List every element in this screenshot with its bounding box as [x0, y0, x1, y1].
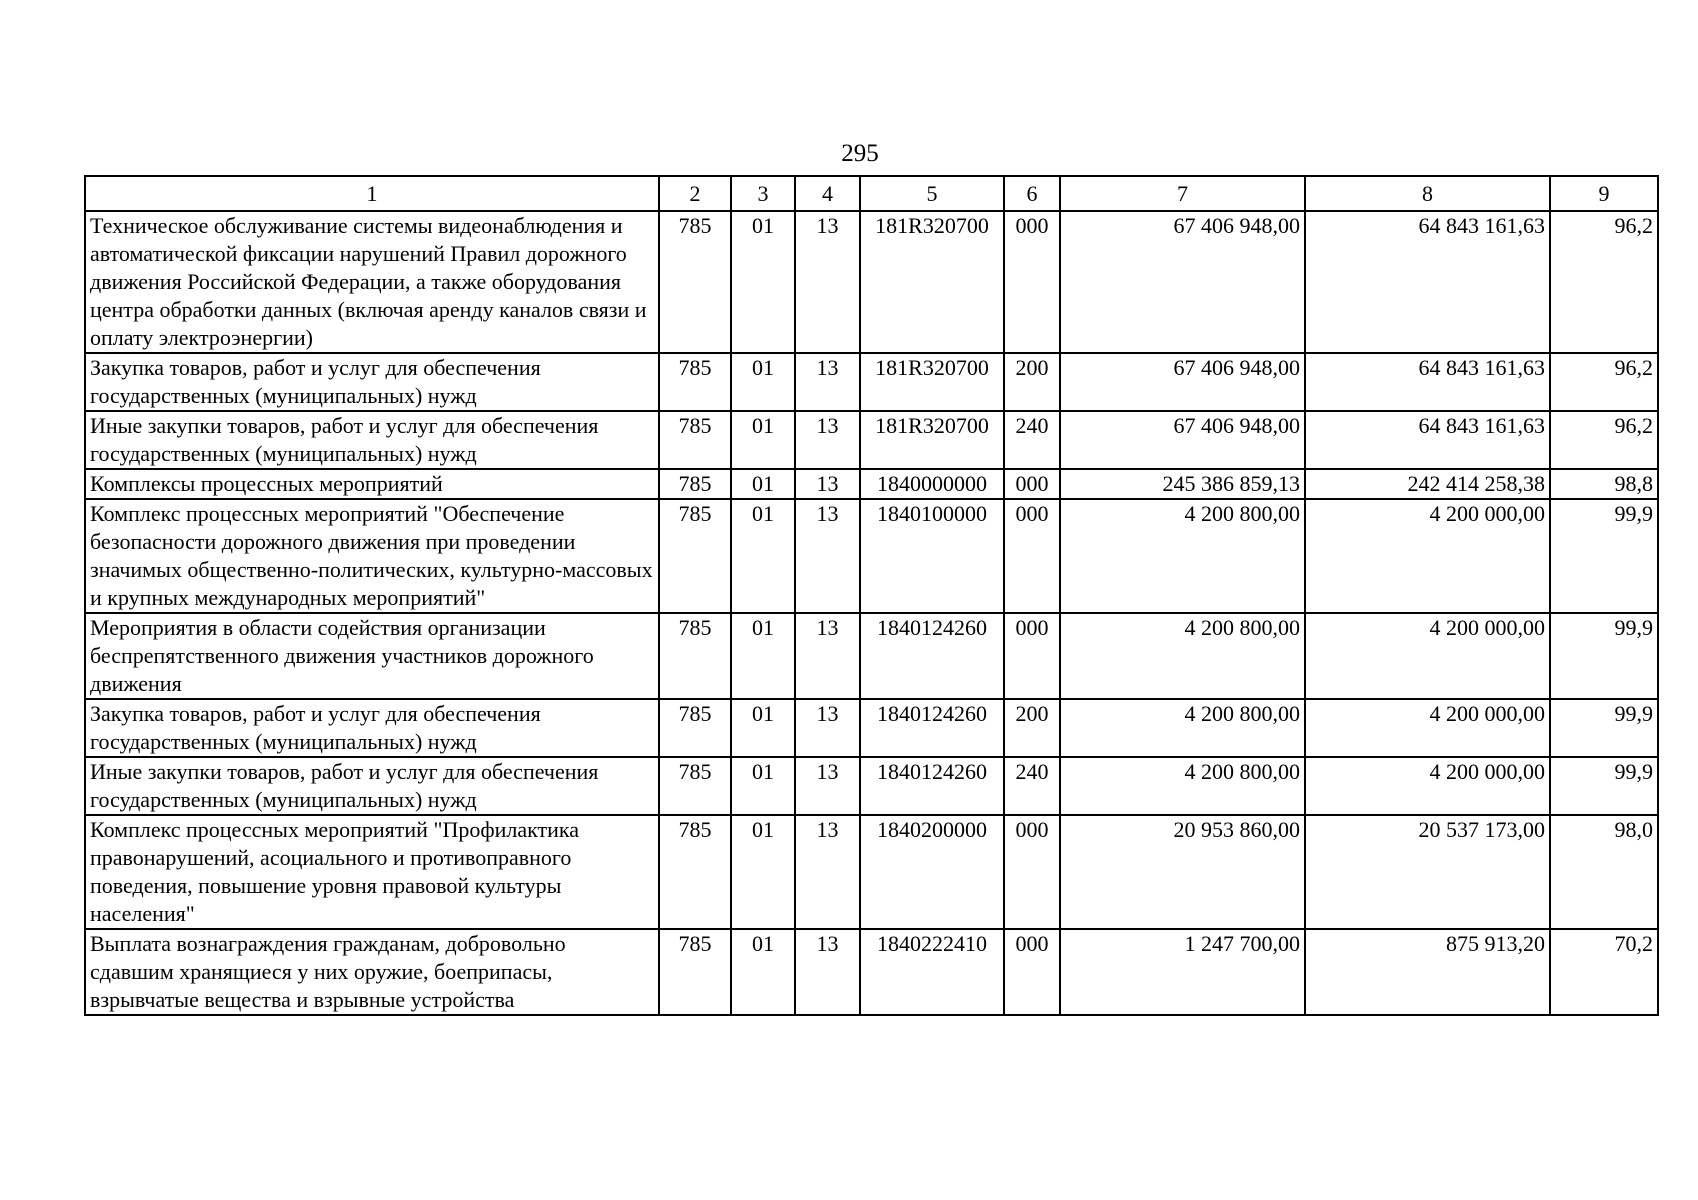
- row-col-4: 13: [795, 469, 860, 499]
- table-row: [85, 613, 1658, 699]
- row-name: Закупка товаров, работ и услуг для обеспечения государственных (муниципальных) нужд: [85, 353, 659, 411]
- row-col-9: 96,2: [1550, 211, 1658, 353]
- header-cell: 9: [1550, 176, 1658, 211]
- row-name: Закупка товаров, работ и услуг для обеспечения государственных (муниципальных) нужд: [85, 699, 659, 757]
- row-name: Иные закупки товаров, работ и услуг для обеспечения государственных (муниципальных) нужд: [85, 757, 659, 815]
- row-col-6: 240: [1004, 411, 1060, 469]
- row-col-9: 99,9: [1550, 699, 1658, 757]
- row-col-8: 4 200 000,00: [1305, 757, 1550, 815]
- row-col-6: 240: [1004, 757, 1060, 815]
- row-col-2: 785: [659, 411, 731, 469]
- row-col-8: 4 200 000,00: [1305, 613, 1550, 699]
- row-col-7: 4 200 800,00: [1060, 613, 1305, 699]
- row-col-5: 1840100000: [860, 499, 1004, 613]
- row-col-8: 64 843 161,63: [1305, 211, 1550, 353]
- row-col-6: 000: [1004, 613, 1060, 699]
- row-col-3: 01: [731, 929, 795, 1015]
- row-col-9: 99,9: [1550, 757, 1658, 815]
- row-col-9: 70,2: [1550, 929, 1658, 1015]
- row-col-2: 785: [659, 815, 731, 929]
- row-col-2: 785: [659, 699, 731, 757]
- table-row: [85, 815, 1658, 929]
- table-row: [85, 353, 1658, 411]
- header-cell: 5: [860, 176, 1004, 211]
- row-col-3: 01: [731, 613, 795, 699]
- header-cell: 6: [1004, 176, 1060, 211]
- row-col-9: 96,2: [1550, 353, 1658, 411]
- table-row: [85, 699, 1658, 757]
- table-row: [85, 929, 1658, 1015]
- row-col-9: 99,9: [1550, 613, 1658, 699]
- row-col-4: 13: [795, 211, 860, 353]
- row-col-5: 1840200000: [860, 815, 1004, 929]
- table-row: [85, 211, 1658, 353]
- row-col-3: 01: [731, 757, 795, 815]
- row-col-3: 01: [731, 353, 795, 411]
- row-col-2: 785: [659, 757, 731, 815]
- header-cell: 4: [795, 176, 860, 211]
- row-name: Комплекс процессных мероприятий "Обеспечение безопасности дорожного движения при проведении значимых общественно-политических, культурно-массовых и крупных международных мероприятий": [85, 499, 659, 613]
- row-col-4: 13: [795, 353, 860, 411]
- header-cell: 7: [1060, 176, 1305, 211]
- row-col-8: 64 843 161,63: [1305, 411, 1550, 469]
- row-col-7: 245 386 859,13: [1060, 469, 1305, 499]
- row-col-2: 785: [659, 211, 731, 353]
- row-col-3: 01: [731, 211, 795, 353]
- row-col-4: 13: [795, 613, 860, 699]
- row-col-7: 4 200 800,00: [1060, 499, 1305, 613]
- row-col-4: 13: [795, 499, 860, 613]
- row-col-6: 000: [1004, 815, 1060, 929]
- row-col-5: 1840124260: [860, 699, 1004, 757]
- row-col-8: 20 537 173,00: [1305, 815, 1550, 929]
- row-col-2: 785: [659, 353, 731, 411]
- row-col-6: 000: [1004, 499, 1060, 613]
- row-col-6: 000: [1004, 469, 1060, 499]
- row-name: Комплекс процессных мероприятий "Профилактика правонарушений, асоциального и противоправного поведения, повышение уровня правовой культуры населения": [85, 815, 659, 929]
- row-col-2: 785: [659, 613, 731, 699]
- row-col-5: 181R320700: [860, 353, 1004, 411]
- row-col-4: 13: [795, 699, 860, 757]
- row-col-7: 20 953 860,00: [1060, 815, 1305, 929]
- header-cell: 3: [731, 176, 795, 211]
- row-col-4: 13: [795, 757, 860, 815]
- row-col-5: 181R320700: [860, 211, 1004, 353]
- row-col-8: 242 414 258,38: [1305, 469, 1550, 499]
- table-row: [85, 499, 1658, 613]
- row-col-5: 1840222410: [860, 929, 1004, 1015]
- row-name: Техническое обслуживание системы видеонаблюдения и автоматической фиксации нарушений Правил дорожного движения Российской Федерации, а также оборудования центра обработки данных (включая аренду каналов связи и оплату электроэнергии): [85, 211, 659, 353]
- row-col-6: 000: [1004, 929, 1060, 1015]
- header-cell: 2: [659, 176, 731, 211]
- row-col-9: 99,9: [1550, 499, 1658, 613]
- row-col-3: 01: [731, 469, 795, 499]
- row-col-7: 4 200 800,00: [1060, 757, 1305, 815]
- row-col-8: 4 200 000,00: [1305, 699, 1550, 757]
- row-col-5: 1840124260: [860, 613, 1004, 699]
- row-col-5: 181R320700: [860, 411, 1004, 469]
- row-name: Комплексы процессных мероприятий: [85, 469, 659, 499]
- row-name: Выплата вознаграждения гражданам, добровольно сдавшим хранящиеся у них оружие, боеприпасы, взрывчатые вещества и взрывные устройства: [85, 929, 659, 1015]
- row-col-3: 01: [731, 499, 795, 613]
- row-col-7: 4 200 800,00: [1060, 699, 1305, 757]
- row-col-4: 13: [795, 815, 860, 929]
- row-col-3: 01: [731, 699, 795, 757]
- row-col-5: 1840124260: [860, 757, 1004, 815]
- row-col-9: 96,2: [1550, 411, 1658, 469]
- row-col-8: 64 843 161,63: [1305, 353, 1550, 411]
- row-col-9: 98,0: [1550, 815, 1658, 929]
- row-col-4: 13: [795, 929, 860, 1015]
- header-row: [85, 176, 1658, 211]
- row-col-8: 4 200 000,00: [1305, 499, 1550, 613]
- row-col-6: 200: [1004, 353, 1060, 411]
- header-cell: 8: [1305, 176, 1550, 211]
- row-col-7: 1 247 700,00: [1060, 929, 1305, 1015]
- page-number: 295: [841, 140, 879, 167]
- row-col-7: 67 406 948,00: [1060, 211, 1305, 353]
- row-name: Иные закупки товаров, работ и услуг для обеспечения государственных (муниципальных) нужд: [85, 411, 659, 469]
- header-cell: 1: [85, 176, 659, 211]
- row-col-5: 1840000000: [860, 469, 1004, 499]
- row-col-2: 785: [659, 469, 731, 499]
- row-col-4: 13: [795, 411, 860, 469]
- row-col-7: 67 406 948,00: [1060, 411, 1305, 469]
- table-row: [85, 757, 1658, 815]
- row-col-2: 785: [659, 929, 731, 1015]
- row-name: Мероприятия в области содействия организации беспрепятственного движения участников дорожного движения: [85, 613, 659, 699]
- table-row: [85, 411, 1658, 469]
- row-col-8: 875 913,20: [1305, 929, 1550, 1015]
- row-col-6: 000: [1004, 211, 1060, 353]
- table-row: [85, 469, 1658, 499]
- row-col-3: 01: [731, 411, 795, 469]
- row-col-9: 98,8: [1550, 469, 1658, 499]
- row-col-2: 785: [659, 499, 731, 613]
- budget-table: [84, 175, 1659, 1016]
- row-col-3: 01: [731, 815, 795, 929]
- row-col-6: 200: [1004, 699, 1060, 757]
- row-col-7: 67 406 948,00: [1060, 353, 1305, 411]
